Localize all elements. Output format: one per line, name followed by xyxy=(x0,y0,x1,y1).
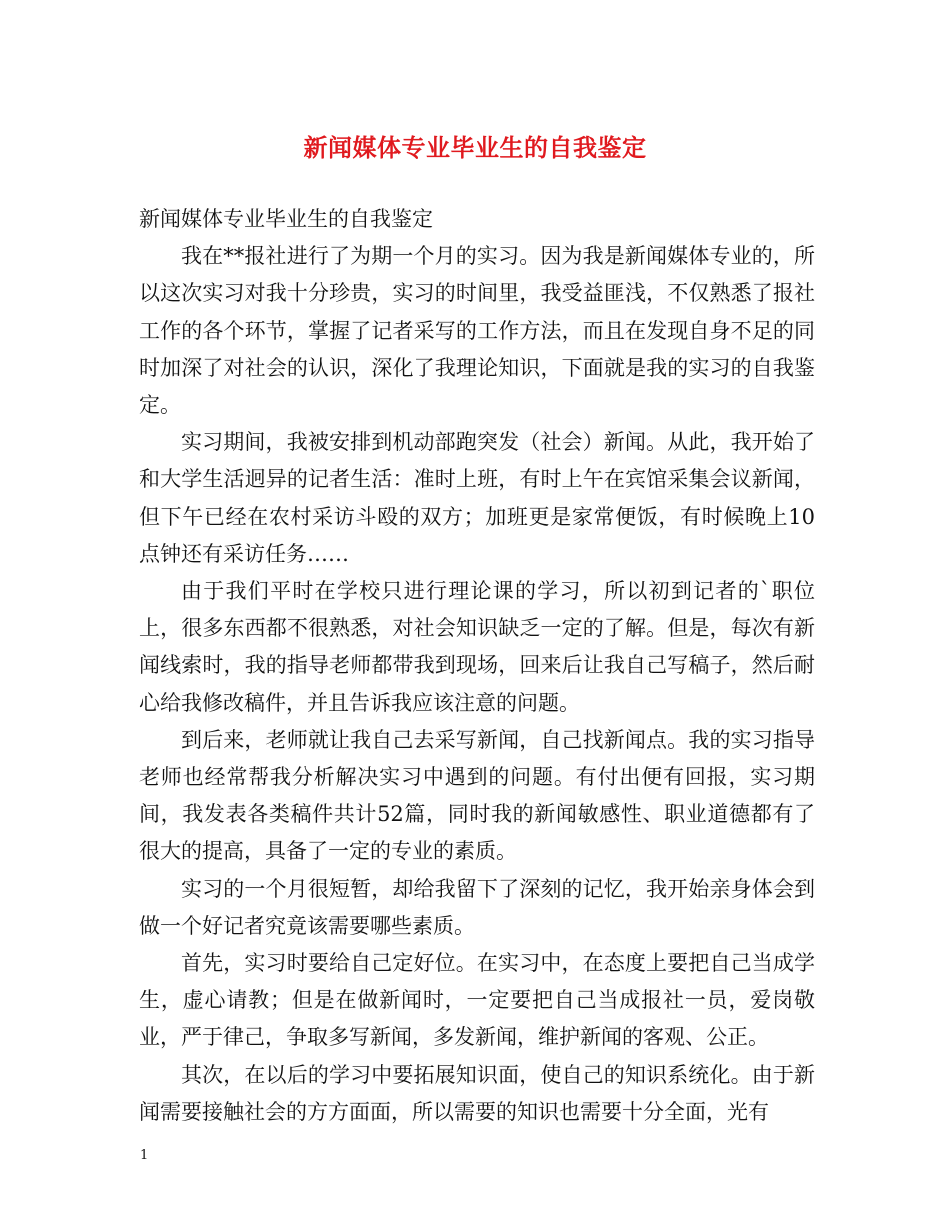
paragraph-3: 由于我们平时在学校只进行理论课的学习，所以初到记者的`职位上，很多东西都不很熟悉，对社会知识缺乏一定的了解。但是，每次有新闻线索时，我的指导老师都带我到现场，回来后让我自己写稿子，然后耐心给我修改稿件，并且告诉我应该注意的问题。 xyxy=(139,579,815,715)
paragraph-4: 到后来，老师就让我自己去采写新闻，自己找新闻点。我的实习指导老师也经常帮我分析解决实习中遇到的问题。有付出便有回报，实习期间，我发表各类稿件共计52篇，同时我的新闻敏感性、职业道德都有了很大的提高，具备了一定的专业的素质。 xyxy=(139,727,815,864)
paragraph-7: 其次，在以后的学习中要拓展知识面，使自己的知识系统化。由于新闻需要接触社会的方方面面，所以需要的知识也需要十分全面，光有 xyxy=(139,1062,815,1124)
document-subtitle: 新闻媒体专业毕业生的自我鉴定 xyxy=(139,207,433,231)
paragraph-6: 首先，实习时要给自己定好位。在实习中，在态度上要把自己当成学生，虚心请教；但是在做新闻时，一定要把自己当成报社一员，爱岗敬业，严于律己，争取多写新闻，多发新闻，维护新闻的客观、公正。 xyxy=(139,951,815,1050)
page-number: 1 xyxy=(140,1148,149,1163)
document-title: 新闻媒体专业毕业生的自我鉴定 xyxy=(303,133,647,162)
paragraph-2: 实习期间，我被安排到机动部跑突发（社会）新闻。从此，我开始了和大学生活迥异的记者生活：准时上班，有时上午在宾馆采集会议新闻，但下午已经在农村采访斗殴的双方；加班更是家常便饭，有时候晚上10点钟还有采访任务…… xyxy=(139,430,815,566)
document-body xyxy=(139,201,815,1131)
paragraph-5: 实习的一个月很短暂，却给我留下了深刻的记忆，我开始亲身体会到做一个好记者究竟该需要哪些素质。 xyxy=(139,876,815,938)
paragraph-1: 我在**报社进行了为期一个月的实习。因为我是新闻媒体专业的，所以这次实习对我十分珍贵，实习的时间里，我受益匪浅，不仅熟悉了报社工作的各个环节，掌握了记者采写的工作方法，而且在发现自身不足的同时加深了对社会的认识，深化了我理论知识，下面就是我的实习的自我鉴定。 xyxy=(139,244,815,418)
